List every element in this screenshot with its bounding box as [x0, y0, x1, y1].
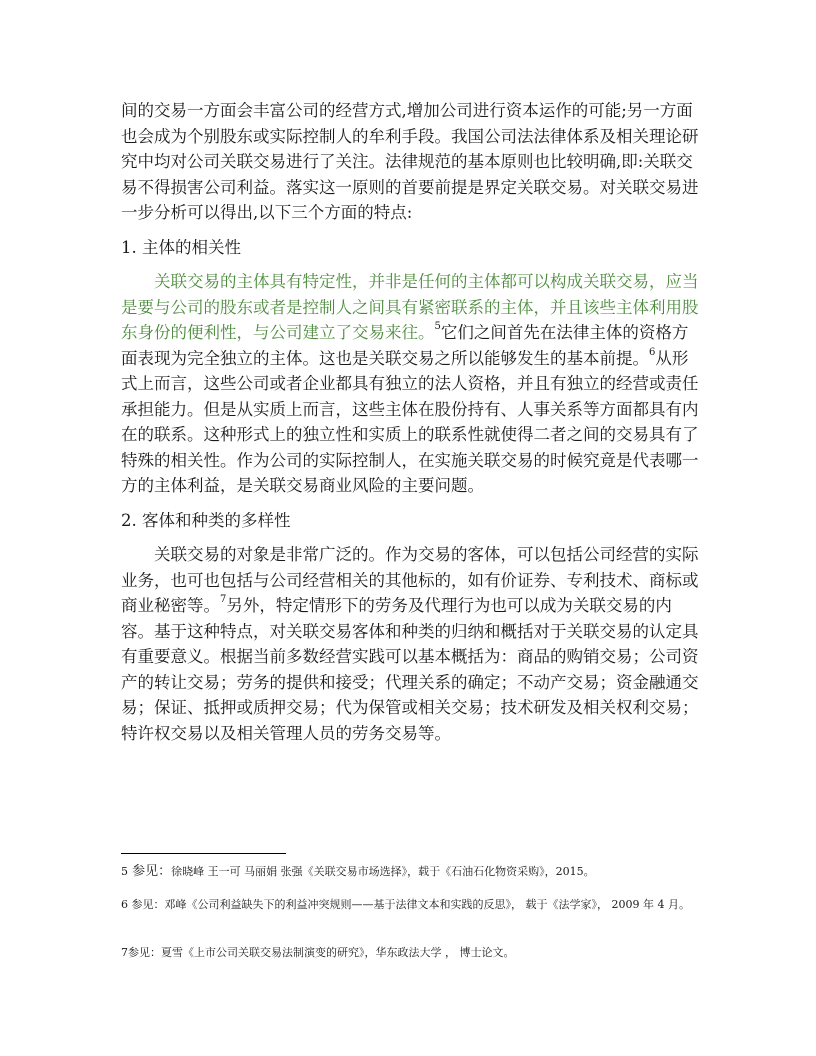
paragraph-subject-relevance [121, 269, 699, 499]
paragraph-text: 另外，特定情形下的劳务及代理行为也可以成为关联交易的内容。基于这种特点，对关联交易客体和种类的归纳和概括对于关联交易的认定具有重要意义。根据当前多数经营实践可以基本概括为：商品的购销交易；公司资产的转让交易；劳务的提供和接受；代理关系的确定；不动产交易；资金融通交易；保证、抵押或质押交易；代为保管或相关交易；技术研发及相关权利交易；特许权交易以及相关管理人员的劳务交易等。 [121, 596, 699, 743]
section-heading-1: 1. 主体的相关性 [121, 237, 241, 257]
footnote-number: 5 [121, 865, 128, 878]
footnote-text: 参见：夏雪《上市公司关联交易法制演变的研究》，华东政法大学 ， 博士论文。 [128, 946, 515, 959]
paragraph-text: 关联交易的对象是非常广泛的。作为交易的客体，可以包括公司经营的实际业务，也可也包括与公司经营相关的其他标的，如有价证券、专利技术、商标或商业秘密等。 [121, 545, 699, 615]
body-text [121, 98, 699, 746]
footnote-lead: 参见： [128, 864, 172, 879]
paragraph-intro: 间的交易一方面会丰富公司的经营方式,增加公司进行资本运作的可能;另一方面也会成为个别股东或实际控制人的牟利手段。我国公司法法律体系及相关理论研究中均对公司关联交易进行了关注。法律规范的基本原则也比较明确,即:关联交易不得损害公司利益。落实这一原则的首要前提是界定关联交易。对关联交易进一步分析可以得出,以下三个方面的特点: [121, 101, 699, 222]
footnote-text: 徐晓峰 王一可 马丽娟 张强《关联交易市场选择》，载于《石油石化物资采购》，2015。 [171, 865, 595, 878]
footnote-number: 7 [121, 946, 128, 959]
footnote-5 [121, 864, 699, 880]
footnote-ref-6[interactable]: 6 [649, 346, 656, 358]
footnote-number: 6 [121, 898, 128, 911]
paragraph-text: 它们之间首先在法律主体的资格方面表现为完全独立的主体。这也是关联交易之所以能够发生的基本前提。 [121, 323, 689, 368]
footnote-6 [121, 897, 699, 913]
footnote-ref-7[interactable]: 7 [220, 594, 227, 605]
section-heading-2: 2. 客体和种类的多样性 [121, 510, 291, 530]
footnote-ref-5[interactable]: 5 [434, 321, 441, 332]
paragraph-text: 从形式上而言，这些公司或者企业都具有独立的法人资格，并且有独立的经营或责任承担能力。但是从实质上而言，这些主体在股份持有、人事关系等方面都具有内在的联系。这种形式上的独立性和实质上的联系性就使得二者之间的交易具有了特殊的相关性。作为公司的实际控制人，在实施关联交易的时候究竟是代表哪一方的主体利益，是关联交易商业风险的主要问题。 [121, 348, 699, 495]
highlighted-text: 关联交易的主体具有特定性，并非是任何的主体都可以构成关联交易，应当是要与公司的股东或者是控制人之间具有紧密联系的主体，并且该些主体利用股东身份的便利性，与公司建立了交易来往。 [121, 272, 699, 342]
paragraph-object-diversity [121, 542, 699, 746]
footnote-separator [121, 853, 286, 854]
footnote-7 [121, 945, 699, 961]
footnote-text: 参见：邓峰《公司利益缺失下的利益冲突规则——基于法律文本和实践的反思》， 载于《法学家》， 2009 年 4 月。 [128, 898, 690, 911]
